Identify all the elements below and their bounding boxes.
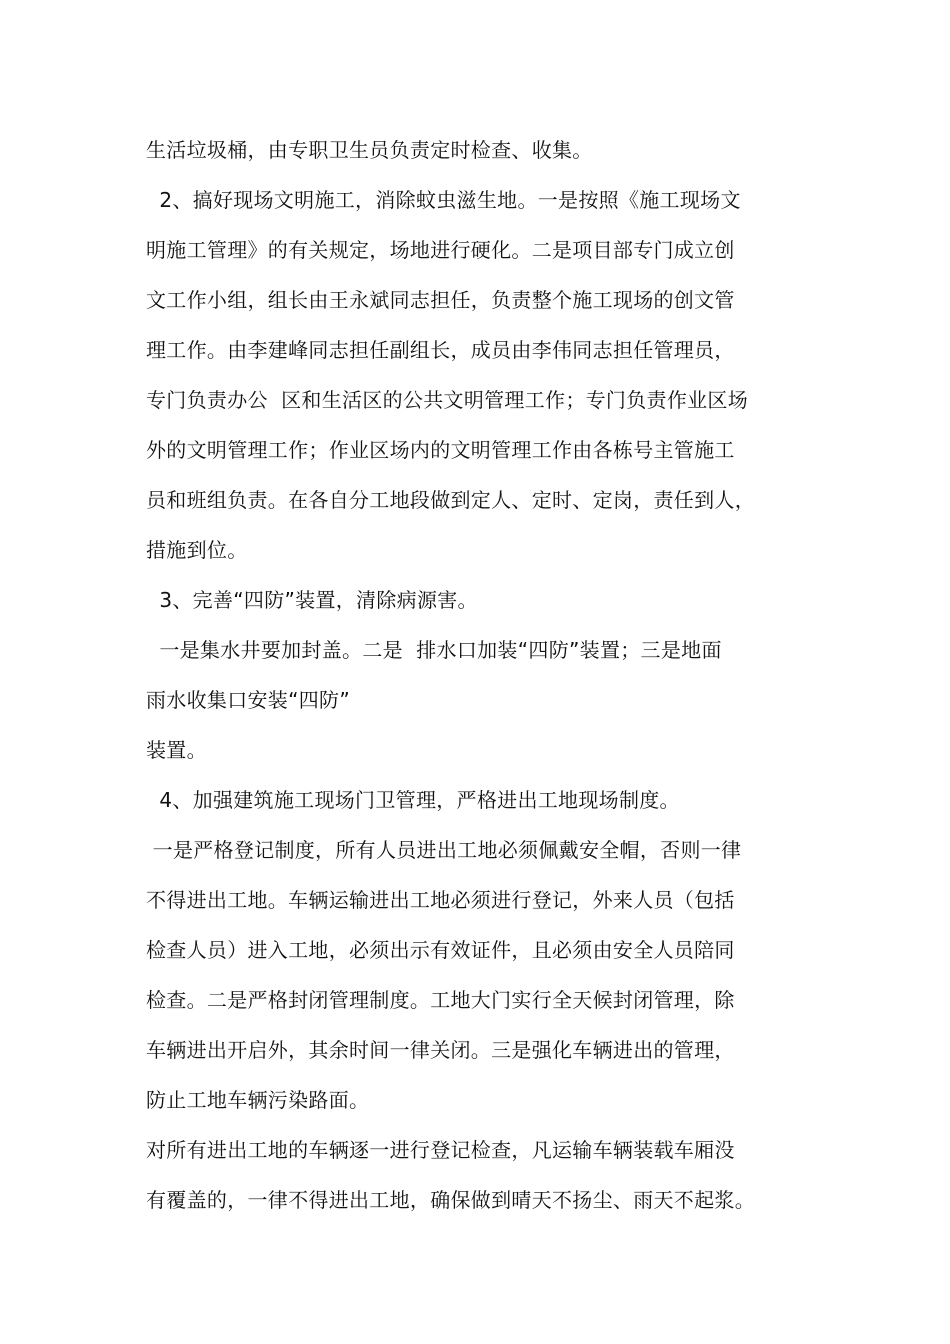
text-line: 文工作小组，组长由王永斌同志担任，负责整个施工现场的创文管 [146, 288, 735, 312]
text-line: 3、完善“四防”装置，清除病源害。 [146, 588, 478, 612]
text-line: 员和班组负责。在各自分工地段做到定人、定时、定岗，责任到人， [146, 488, 755, 512]
text-line: 防止工地车辆污染路面。 [146, 1088, 370, 1112]
text-line: 理工作。由李建峰同志担任副组长，成员由李伟同志担任管理员， [146, 338, 735, 362]
text-line: 4、加强建筑施工现场门卫管理，严格进出工地现场制度。 [146, 788, 680, 812]
text-line: 专门负责办公 区和生活区的公共文明管理工作；专门负责作业区场 [146, 388, 749, 412]
text-line: 明施工管理》的有关规定，场地进行硬化。二是项目部专门成立创 [146, 238, 735, 262]
text-line: 有覆盖的，一律不得进出工地，确保做到晴天不扬尘、雨天不起浆。 [146, 1188, 755, 1212]
text-line: 2、搞好现场文明施工，消除蚊虫滋生地。一是按照《施工现场文 [146, 188, 741, 212]
text-line: 一是集水井要加封盖。二是 排水口加装“四防”装置；三是地面 [146, 638, 722, 662]
text-line: 车辆进出开启外，其余时间一律关闭。三是强化车辆进出的管理， [146, 1038, 735, 1062]
text-line: 措施到位。 [146, 538, 248, 562]
text-line: 检查。二是严格封闭管理制度。工地大门实行全天候封闭管理，除 [146, 988, 735, 1012]
text-line: 装置。 [146, 738, 207, 762]
text-line: 对所有进出工地的车辆逐一进行登记检查，凡运输车辆装载车厢没 [146, 1138, 735, 1162]
text-line: 不得进出工地。车辆运输进出工地必须进行登记，外来人员（包括 [146, 888, 735, 912]
text-line: 生活垃圾桶，由专职卫生员负责定时检查、收集。 [146, 138, 593, 162]
text-line: 外的文明管理工作；作业区场内的文明管理工作由各栋号主管施工 [146, 438, 735, 462]
text-line: 一是严格登记制度，所有人员进出工地必须佩戴安全帽，否则一律 [146, 838, 742, 862]
text-line: 雨水收集口安装“四防” [146, 688, 351, 712]
text-line: 检查人员）进入工地，必须出示有效证件，且必须由安全人员陪同 [146, 938, 735, 962]
